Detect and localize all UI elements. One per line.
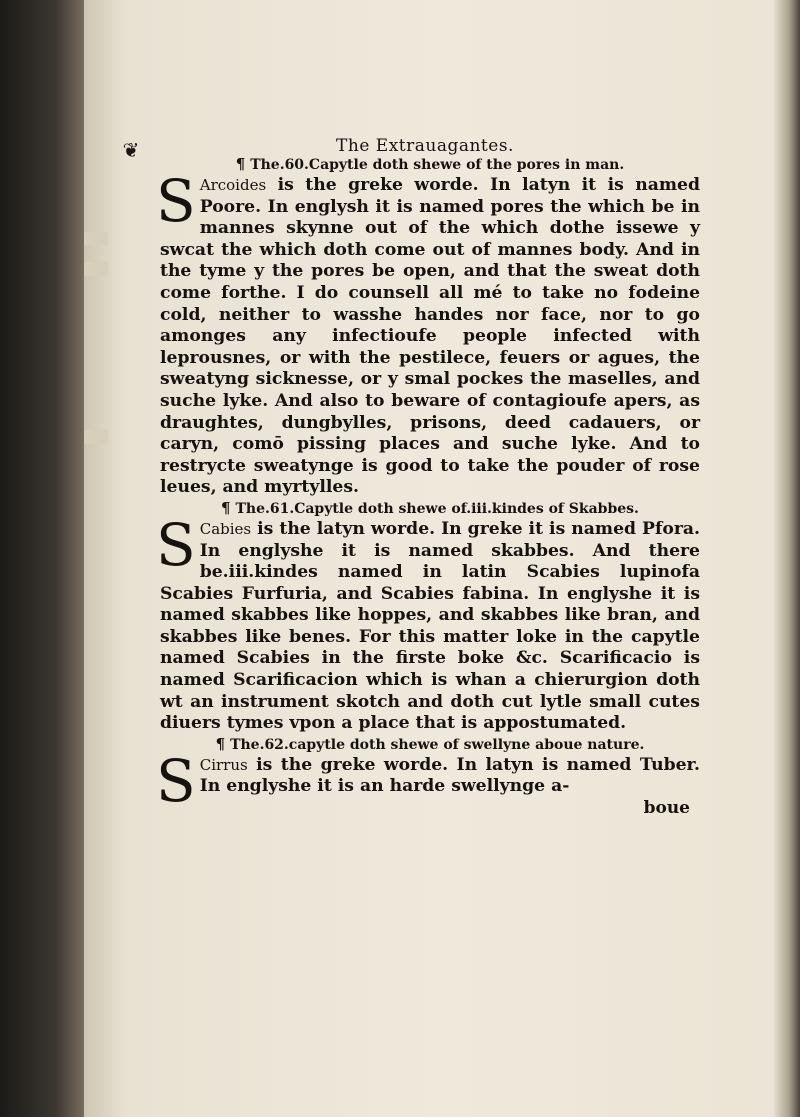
chapter-heading: ¶ The.62.capytle doth shewe of swellyne aboue nature. <box>215 734 645 753</box>
drop-cap: S <box>156 510 196 579</box>
paragraph-text: is the latyn worde. In greke it is named Pfora. In englyshe it is named skabbes. And there be.iii.kindes named in latin Scabies lupinofa Scabies Furfuria, and Scabies fabina. In englyshe it is named skabbes like hoppes, and skabbes like bran, and skabbes like benes. For this matter loke in the capytle named Scabies in the firste boke &c. Scarificacio is named Scarificacion which is whan a chierurgion doth wt an instrument skotch and doth cut lytle small cutes diuers tymes vpon a place that is appostumated. <box>160 518 700 734</box>
page-tab <box>84 430 108 444</box>
pilcrow-icon: ¶ <box>235 155 246 173</box>
chapter-paragraph <box>156 167 701 499</box>
text-column <box>156 136 701 819</box>
catchword: boue <box>643 798 690 819</box>
lead-word: Cirrus <box>199 755 248 774</box>
lead-word: Arcoides <box>199 176 267 194</box>
pilcrow-icon: ¶ <box>221 498 231 517</box>
chapter-heading: ¶ The.60.Capytle doth shewe of the pores in man. <box>235 155 625 173</box>
page-tab <box>84 232 108 246</box>
page-gutter <box>774 0 800 1117</box>
running-head: The Extrauagantes. <box>336 136 514 156</box>
pilcrow-icon: ¶ <box>215 734 226 753</box>
printers-ornament-icon: ❦ <box>122 138 140 162</box>
drop-cap: S <box>156 167 196 235</box>
paragraph-text: is the greke worde. In latyn is named Tuber. In englyshe it is an harde swellynge a- <box>199 754 700 797</box>
drop-cap: S <box>156 746 196 815</box>
chapter-heading: ¶ The.61.Capytle doth shewe of.iii.kindes of Skabbes. <box>221 498 639 517</box>
chapter-paragraph <box>156 510 700 735</box>
paragraph-text: is the greke worde. In latyn it is named Poore. In englysh it is named pores the which be in mannes skynne out of the which dothe issewe y swcat the which doth come out of mannes body. And in the tyme y the pores be open, and that the sweat doth come forthe. I do counsell all mé to take no fodeine cold, neither to wasshe handes nor face, nor to go amonges any infectioufe people infected with leprousnes, or with the pestilece, feuers or agues, the sweatyng sicknesse, or y smal pockes the maselles, and suche lyke. And also to beware of contagioufe apers, as draughtes, dungbylles, prisons, deed cadauers, or caryn, comō pissing places and suche lyke. And to restrycte sweatynge is good to take the pouder of rose leues, and myrtylles. <box>160 175 701 498</box>
page-tab <box>84 262 108 276</box>
lead-word: Cabies <box>199 519 252 538</box>
